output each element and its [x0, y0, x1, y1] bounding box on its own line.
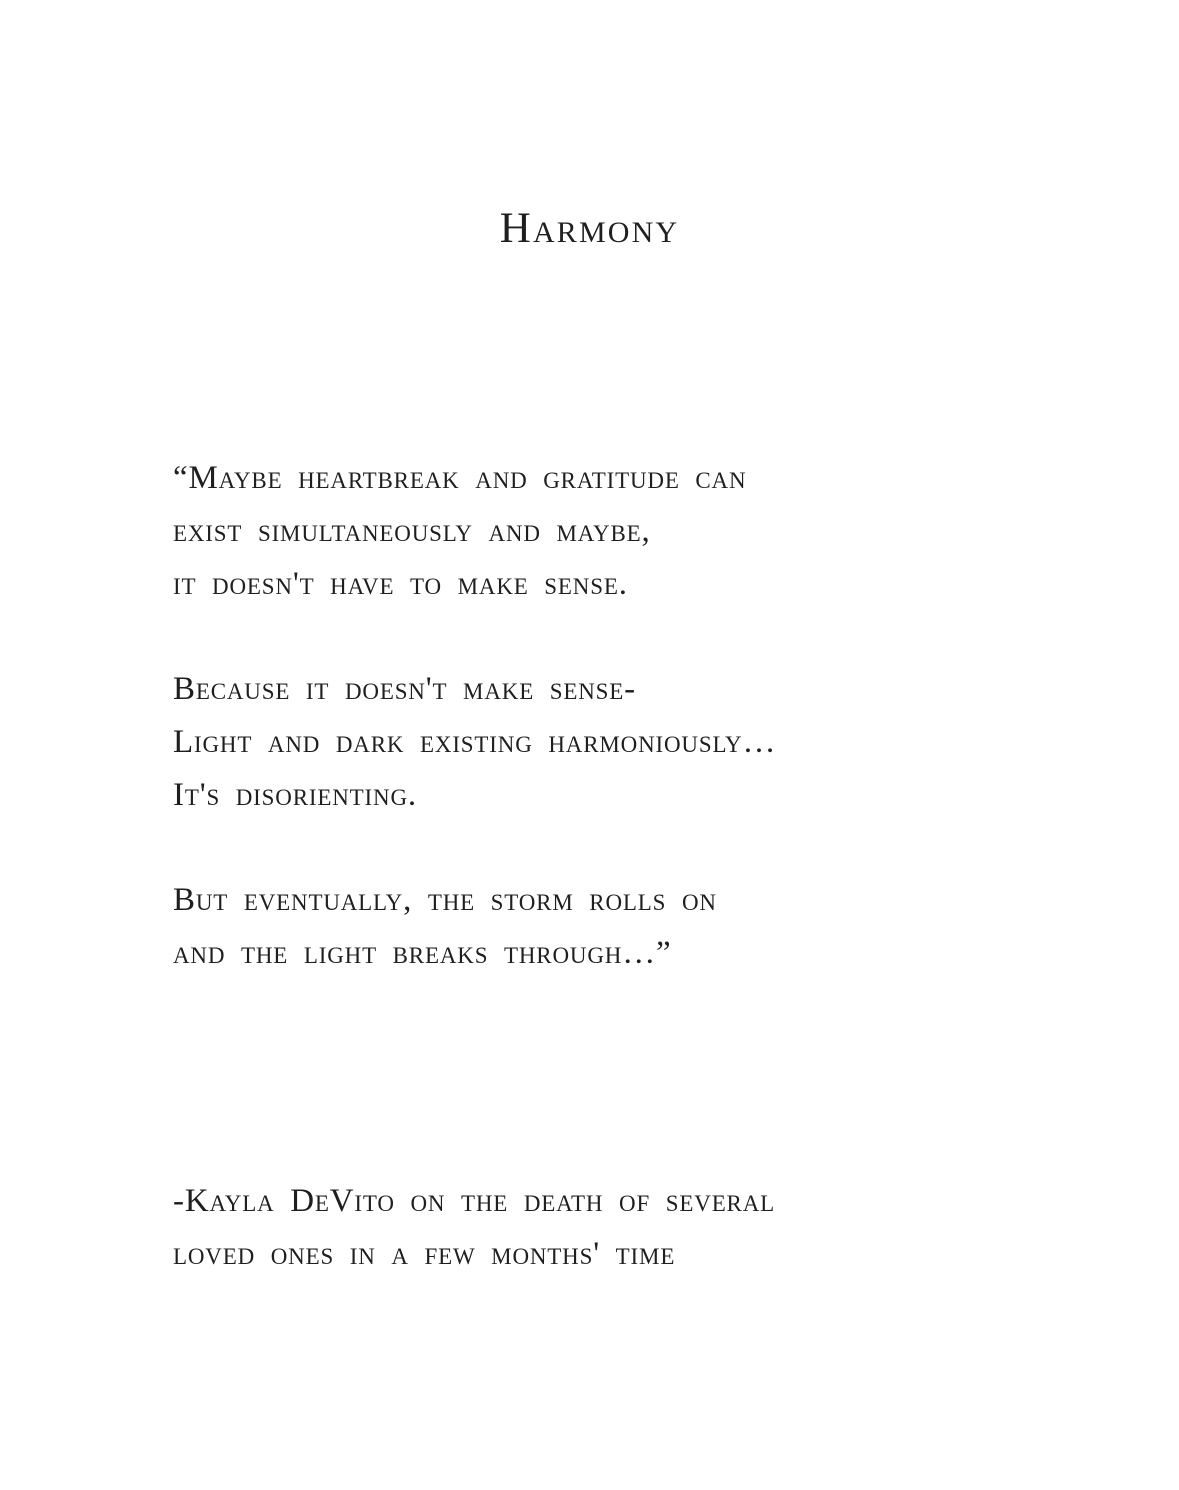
attribution [173, 1175, 1073, 1281]
quote-line: Because it doesn't make sense- [173, 671, 636, 707]
attribution-line: -Kayla DeVito on the death of several [173, 1183, 776, 1219]
quote-line: But eventually, the storm rolls on [173, 882, 717, 918]
quote-line: It's disorienting. [173, 777, 417, 813]
quote-line: and the light breaks through…” [173, 935, 672, 971]
quote-line: Light and dark existing harmoniously… [173, 724, 777, 760]
page-title: Harmony [499, 205, 680, 252]
quote-stanza-3 [173, 874, 1073, 980]
quote-stanza-2 [173, 663, 1073, 822]
quote-line: exist simultaneously and maybe, [173, 513, 651, 549]
quote-stanza-1 [173, 452, 1073, 611]
quote-line: it doesn't have to make sense. [173, 566, 628, 602]
attribution-line: loved ones in a few months' time [173, 1236, 676, 1272]
quote-line: “Maybe heartbreak and gratitude can [173, 460, 747, 496]
